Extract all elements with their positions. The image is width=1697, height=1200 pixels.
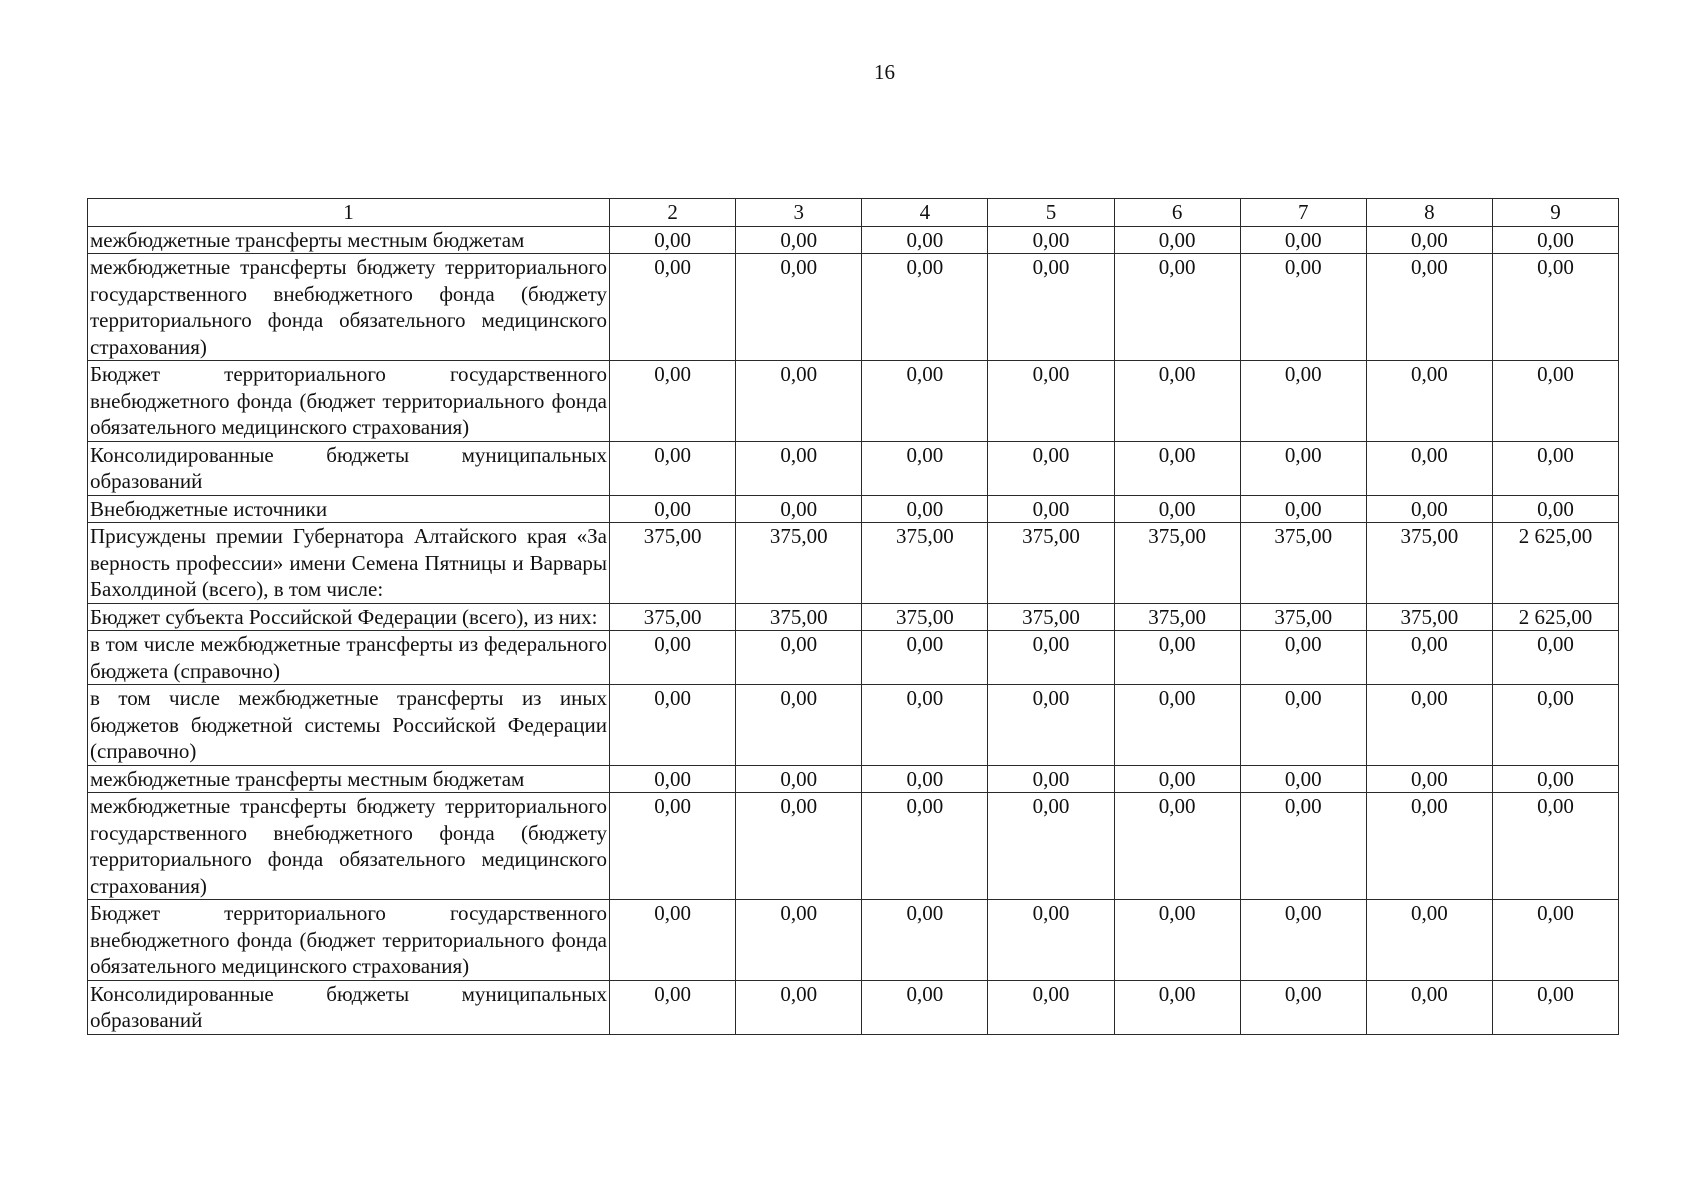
row-value: 0,00 xyxy=(1366,361,1492,442)
row-value: 0,00 xyxy=(736,254,862,361)
row-value: 0,00 xyxy=(1240,980,1366,1034)
row-value: 0,00 xyxy=(1114,226,1240,254)
row-value: 0,00 xyxy=(862,685,988,766)
table-row xyxy=(88,523,1619,604)
row-value: 0,00 xyxy=(1114,793,1240,900)
row-value: 0,00 xyxy=(1366,631,1492,685)
row-value: 0,00 xyxy=(1366,980,1492,1034)
row-value: 0,00 xyxy=(988,980,1114,1034)
row-label: межбюджетные трансферты бюджету территориального государственного внебюджетного фонда (бюджету территориального фонда обязательного медицинского страхования) xyxy=(88,793,610,900)
row-value: 0,00 xyxy=(862,441,988,495)
row-value: 2 625,00 xyxy=(1492,523,1618,604)
budget-table xyxy=(87,198,1619,1035)
row-value: 0,00 xyxy=(1240,685,1366,766)
column-header: 4 xyxy=(862,199,988,227)
row-value: 0,00 xyxy=(736,631,862,685)
row-value: 0,00 xyxy=(988,793,1114,900)
row-value: 0,00 xyxy=(988,254,1114,361)
row-value: 0,00 xyxy=(988,765,1114,793)
row-value: 0,00 xyxy=(1114,441,1240,495)
row-label: Бюджет субъекта Российской Федерации (всего), из них: xyxy=(88,603,610,631)
row-label: Внебюджетные источники xyxy=(88,495,610,523)
row-value: 0,00 xyxy=(1114,980,1240,1034)
row-value: 0,00 xyxy=(862,226,988,254)
table-row xyxy=(88,226,1619,254)
row-value: 0,00 xyxy=(1366,226,1492,254)
row-value: 0,00 xyxy=(1366,900,1492,981)
row-value: 0,00 xyxy=(1240,631,1366,685)
row-label: Присуждены премии Губернатора Алтайского края «За верность профессии» имени Семена Пятницы и Варвары Бахолдиной (всего), в том числе: xyxy=(88,523,610,604)
row-value: 0,00 xyxy=(610,765,736,793)
row-label: в том числе межбюджетные трансферты из иных бюджетов бюджетной системы Российской Федерации (справочно) xyxy=(88,685,610,766)
table-row xyxy=(88,685,1619,766)
row-value: 0,00 xyxy=(610,793,736,900)
row-label: Бюджет территориального государственного внебюджетного фонда (бюджет территориального фонда обязательного медицинского страхования) xyxy=(88,900,610,981)
row-value: 375,00 xyxy=(862,603,988,631)
row-value: 0,00 xyxy=(862,254,988,361)
table-row xyxy=(88,765,1619,793)
row-value: 0,00 xyxy=(862,793,988,900)
row-value: 0,00 xyxy=(862,495,988,523)
row-value: 0,00 xyxy=(736,441,862,495)
table-row xyxy=(88,254,1619,361)
row-value: 0,00 xyxy=(610,441,736,495)
table-header-row xyxy=(88,199,1619,227)
row-value: 0,00 xyxy=(1366,765,1492,793)
row-value: 0,00 xyxy=(736,765,862,793)
row-value: 375,00 xyxy=(988,523,1114,604)
row-value: 2 625,00 xyxy=(1492,603,1618,631)
row-value: 375,00 xyxy=(988,603,1114,631)
row-value: 0,00 xyxy=(1366,495,1492,523)
column-header: 1 xyxy=(88,199,610,227)
row-value: 0,00 xyxy=(1492,441,1618,495)
row-value: 0,00 xyxy=(1240,495,1366,523)
column-header: 5 xyxy=(988,199,1114,227)
column-header: 9 xyxy=(1492,199,1618,227)
table-row xyxy=(88,441,1619,495)
column-header: 8 xyxy=(1366,199,1492,227)
row-value: 375,00 xyxy=(1366,603,1492,631)
row-value: 0,00 xyxy=(610,980,736,1034)
row-value: 0,00 xyxy=(736,361,862,442)
row-value: 375,00 xyxy=(1366,523,1492,604)
row-value: 0,00 xyxy=(988,685,1114,766)
row-value: 0,00 xyxy=(736,980,862,1034)
row-value: 0,00 xyxy=(988,900,1114,981)
row-value: 0,00 xyxy=(862,631,988,685)
row-value: 375,00 xyxy=(736,523,862,604)
row-value: 0,00 xyxy=(1492,980,1618,1034)
row-value: 0,00 xyxy=(1492,765,1618,793)
row-value: 0,00 xyxy=(1492,361,1618,442)
row-value: 0,00 xyxy=(862,361,988,442)
column-header: 2 xyxy=(610,199,736,227)
row-value: 0,00 xyxy=(862,765,988,793)
row-value: 375,00 xyxy=(1240,523,1366,604)
row-label: в том числе межбюджетные трансферты из федерального бюджета (справочно) xyxy=(88,631,610,685)
row-value: 0,00 xyxy=(736,226,862,254)
row-value: 0,00 xyxy=(736,495,862,523)
table-row xyxy=(88,603,1619,631)
row-value: 375,00 xyxy=(1114,523,1240,604)
row-value: 0,00 xyxy=(1114,254,1240,361)
table-row xyxy=(88,631,1619,685)
row-value: 0,00 xyxy=(1114,631,1240,685)
row-value: 0,00 xyxy=(1492,685,1618,766)
row-value: 0,00 xyxy=(1240,254,1366,361)
row-value: 375,00 xyxy=(610,523,736,604)
table-row xyxy=(88,793,1619,900)
row-value: 0,00 xyxy=(862,900,988,981)
table-row xyxy=(88,495,1619,523)
row-value: 0,00 xyxy=(1240,441,1366,495)
column-header: 6 xyxy=(1114,199,1240,227)
row-value: 0,00 xyxy=(988,495,1114,523)
table-row xyxy=(88,900,1619,981)
row-value: 0,00 xyxy=(1366,793,1492,900)
row-value: 0,00 xyxy=(736,685,862,766)
row-value: 0,00 xyxy=(1114,495,1240,523)
row-value: 0,00 xyxy=(1492,226,1618,254)
table-row xyxy=(88,980,1619,1034)
table-row xyxy=(88,361,1619,442)
row-value: 0,00 xyxy=(736,793,862,900)
row-value: 0,00 xyxy=(988,226,1114,254)
column-header: 3 xyxy=(736,199,862,227)
row-value: 0,00 xyxy=(1492,495,1618,523)
row-value: 0,00 xyxy=(1114,361,1240,442)
row-value: 375,00 xyxy=(610,603,736,631)
row-value: 0,00 xyxy=(610,900,736,981)
row-value: 375,00 xyxy=(862,523,988,604)
row-value: 0,00 xyxy=(1240,226,1366,254)
row-value: 0,00 xyxy=(1492,254,1618,361)
row-value: 375,00 xyxy=(1240,603,1366,631)
row-label: Консолидированные бюджеты муниципальных образований xyxy=(88,441,610,495)
row-value: 0,00 xyxy=(988,631,1114,685)
row-value: 0,00 xyxy=(1366,441,1492,495)
row-value: 375,00 xyxy=(736,603,862,631)
row-label: межбюджетные трансферты местным бюджетам xyxy=(88,765,610,793)
row-value: 0,00 xyxy=(1114,765,1240,793)
row-value: 0,00 xyxy=(1492,631,1618,685)
row-value: 0,00 xyxy=(1240,900,1366,981)
row-label: Консолидированные бюджеты муниципальных образований xyxy=(88,980,610,1034)
row-value: 0,00 xyxy=(1366,685,1492,766)
row-label: Бюджет территориального государственного внебюджетного фонда (бюджет территориального фонда обязательного медицинского страхования) xyxy=(88,361,610,442)
row-value: 0,00 xyxy=(610,254,736,361)
row-value: 0,00 xyxy=(610,685,736,766)
row-value: 0,00 xyxy=(1492,793,1618,900)
table-body xyxy=(88,226,1619,1034)
row-value: 0,00 xyxy=(1114,900,1240,981)
row-value: 0,00 xyxy=(862,980,988,1034)
row-value: 0,00 xyxy=(736,900,862,981)
row-value: 0,00 xyxy=(1240,793,1366,900)
row-value: 0,00 xyxy=(988,441,1114,495)
row-value: 0,00 xyxy=(988,361,1114,442)
row-label: межбюджетные трансферты бюджету территориального государственного внебюджетного фонда (бюджету территориального фонда обязательного медицинского страхования) xyxy=(88,254,610,361)
row-value: 0,00 xyxy=(1240,361,1366,442)
row-value: 0,00 xyxy=(610,631,736,685)
row-value: 0,00 xyxy=(1114,685,1240,766)
row-value: 0,00 xyxy=(610,495,736,523)
row-value: 0,00 xyxy=(610,226,736,254)
row-label: межбюджетные трансферты местным бюджетам xyxy=(88,226,610,254)
row-value: 0,00 xyxy=(1240,765,1366,793)
row-value: 0,00 xyxy=(1492,900,1618,981)
column-header: 7 xyxy=(1240,199,1366,227)
row-value: 0,00 xyxy=(1366,254,1492,361)
page-number: 16 xyxy=(874,60,895,84)
row-value: 375,00 xyxy=(1114,603,1240,631)
row-value: 0,00 xyxy=(610,361,736,442)
